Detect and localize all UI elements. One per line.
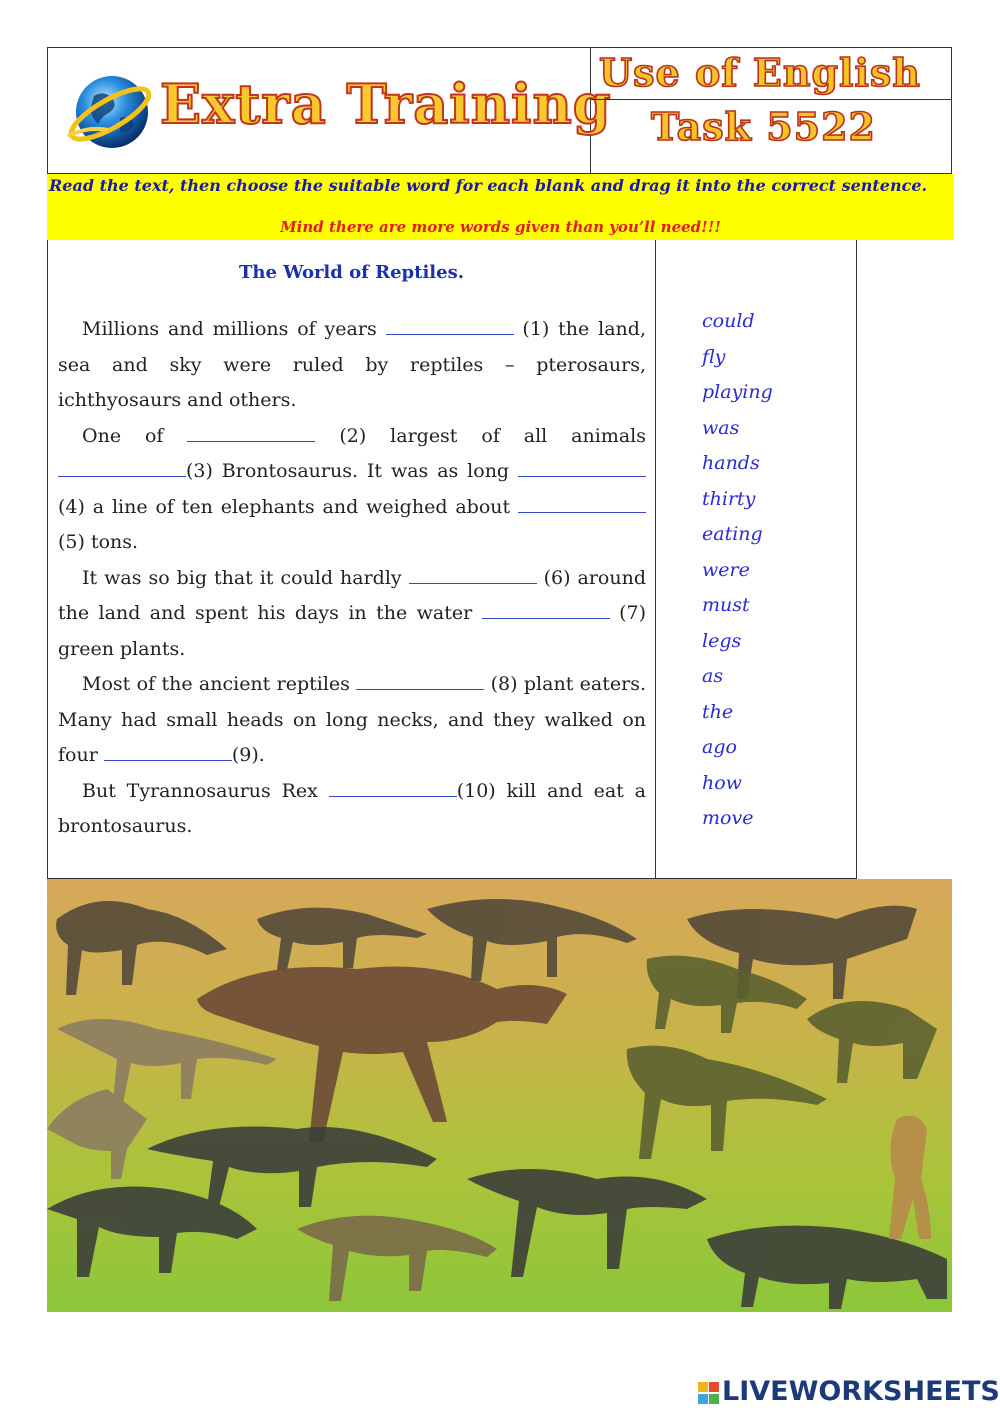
paragraph-1 <box>58 312 646 419</box>
blank-6[interactable] <box>409 569 537 584</box>
text-segment: It was so big that it could hardly <box>82 566 409 589</box>
blank-8[interactable] <box>356 675 484 690</box>
word-chip[interactable]: must <box>702 594 750 616</box>
word-chip[interactable]: how <box>702 771 742 794</box>
text-segment: But Tyrannosaurus Rex <box>82 779 329 802</box>
text-segment: (3) Brontosaurus. It was as long <box>186 460 518 482</box>
word-chip[interactable]: hands <box>702 452 760 474</box>
paragraph-4 <box>58 667 646 774</box>
word-chip[interactable]: thirty <box>702 487 756 510</box>
worksheet-header <box>47 47 952 174</box>
text-segment: (10) kill and eat a brontosaurus. <box>58 779 646 837</box>
subject-title: Use of English <box>599 50 921 95</box>
reading-panel <box>47 240 656 879</box>
word-bank <box>655 240 857 879</box>
word-chip[interactable]: were <box>702 558 750 581</box>
word-chip[interactable]: as <box>702 665 724 687</box>
reading-passage <box>58 312 646 845</box>
word-chip[interactable]: ago <box>702 736 737 758</box>
task-title: Task 5522 <box>651 104 876 149</box>
warning-text: Mind there are more words given than you’ll need!!! <box>280 218 721 236</box>
text-segment: (6) around the land and spent his days in the water <box>58 566 646 624</box>
dinosaur-collage-icon <box>47 879 952 1312</box>
blank-4[interactable] <box>518 462 646 477</box>
word-chip[interactable]: was <box>702 416 740 439</box>
word-chip[interactable]: fly <box>702 345 726 368</box>
blank-1[interactable] <box>386 320 514 335</box>
paragraph-5 <box>58 774 646 845</box>
text-segment: (8) plant eaters. Many had small heads on long necks, and they walked on four <box>58 673 646 766</box>
header-banner <box>48 48 612 173</box>
subject-cell <box>591 48 951 100</box>
blank-2[interactable] <box>187 427 315 442</box>
word-chip[interactable]: legs <box>702 629 742 652</box>
blank-3[interactable] <box>58 462 186 477</box>
globe-icon <box>64 66 156 156</box>
word-chip[interactable]: move <box>702 807 754 829</box>
instruction-text: Read the text, then choose the suitable word for each blank and drag it into the correct sentence. <box>49 176 928 195</box>
logo-blocks-icon <box>698 1382 720 1406</box>
word-chip[interactable]: the <box>702 700 734 723</box>
text-segment: One of <box>82 424 188 447</box>
logo-text: LIVEWORKSHEETS <box>722 1376 1000 1407</box>
instruction-bar <box>47 174 954 240</box>
task-cell <box>591 100 951 173</box>
text-segment: Most of the ancient reptiles <box>82 673 357 695</box>
text-segment: (1) the land, sea and sky were ruled by reptiles – pterosaurs, ichthyosaurs and others. <box>58 318 646 411</box>
text-segment: Millions and millions of years <box>82 318 386 340</box>
paragraph-2 <box>58 419 646 561</box>
paragraph-3 <box>58 561 646 668</box>
text-segment: (5) tons. <box>58 531 139 553</box>
reading-title: The World of Reptiles. <box>239 262 464 283</box>
banner-title: Extra Training <box>160 72 612 136</box>
word-list <box>702 304 773 837</box>
blank-10[interactable] <box>329 782 457 797</box>
text-segment: (4) a line of ten elephants and weighed about <box>58 495 518 518</box>
word-chip[interactable]: playing <box>702 381 773 403</box>
blank-7[interactable] <box>482 604 610 619</box>
word-chip[interactable]: eating <box>702 523 763 545</box>
text-segment: (7) green plants. <box>58 602 646 660</box>
text-segment: (2) largest of all animals <box>315 424 646 447</box>
blank-9[interactable] <box>104 746 232 761</box>
blank-5[interactable] <box>518 498 646 513</box>
dinosaur-illustration <box>47 879 952 1312</box>
word-chip[interactable]: could <box>702 310 755 332</box>
text-segment: (9). <box>231 744 265 766</box>
